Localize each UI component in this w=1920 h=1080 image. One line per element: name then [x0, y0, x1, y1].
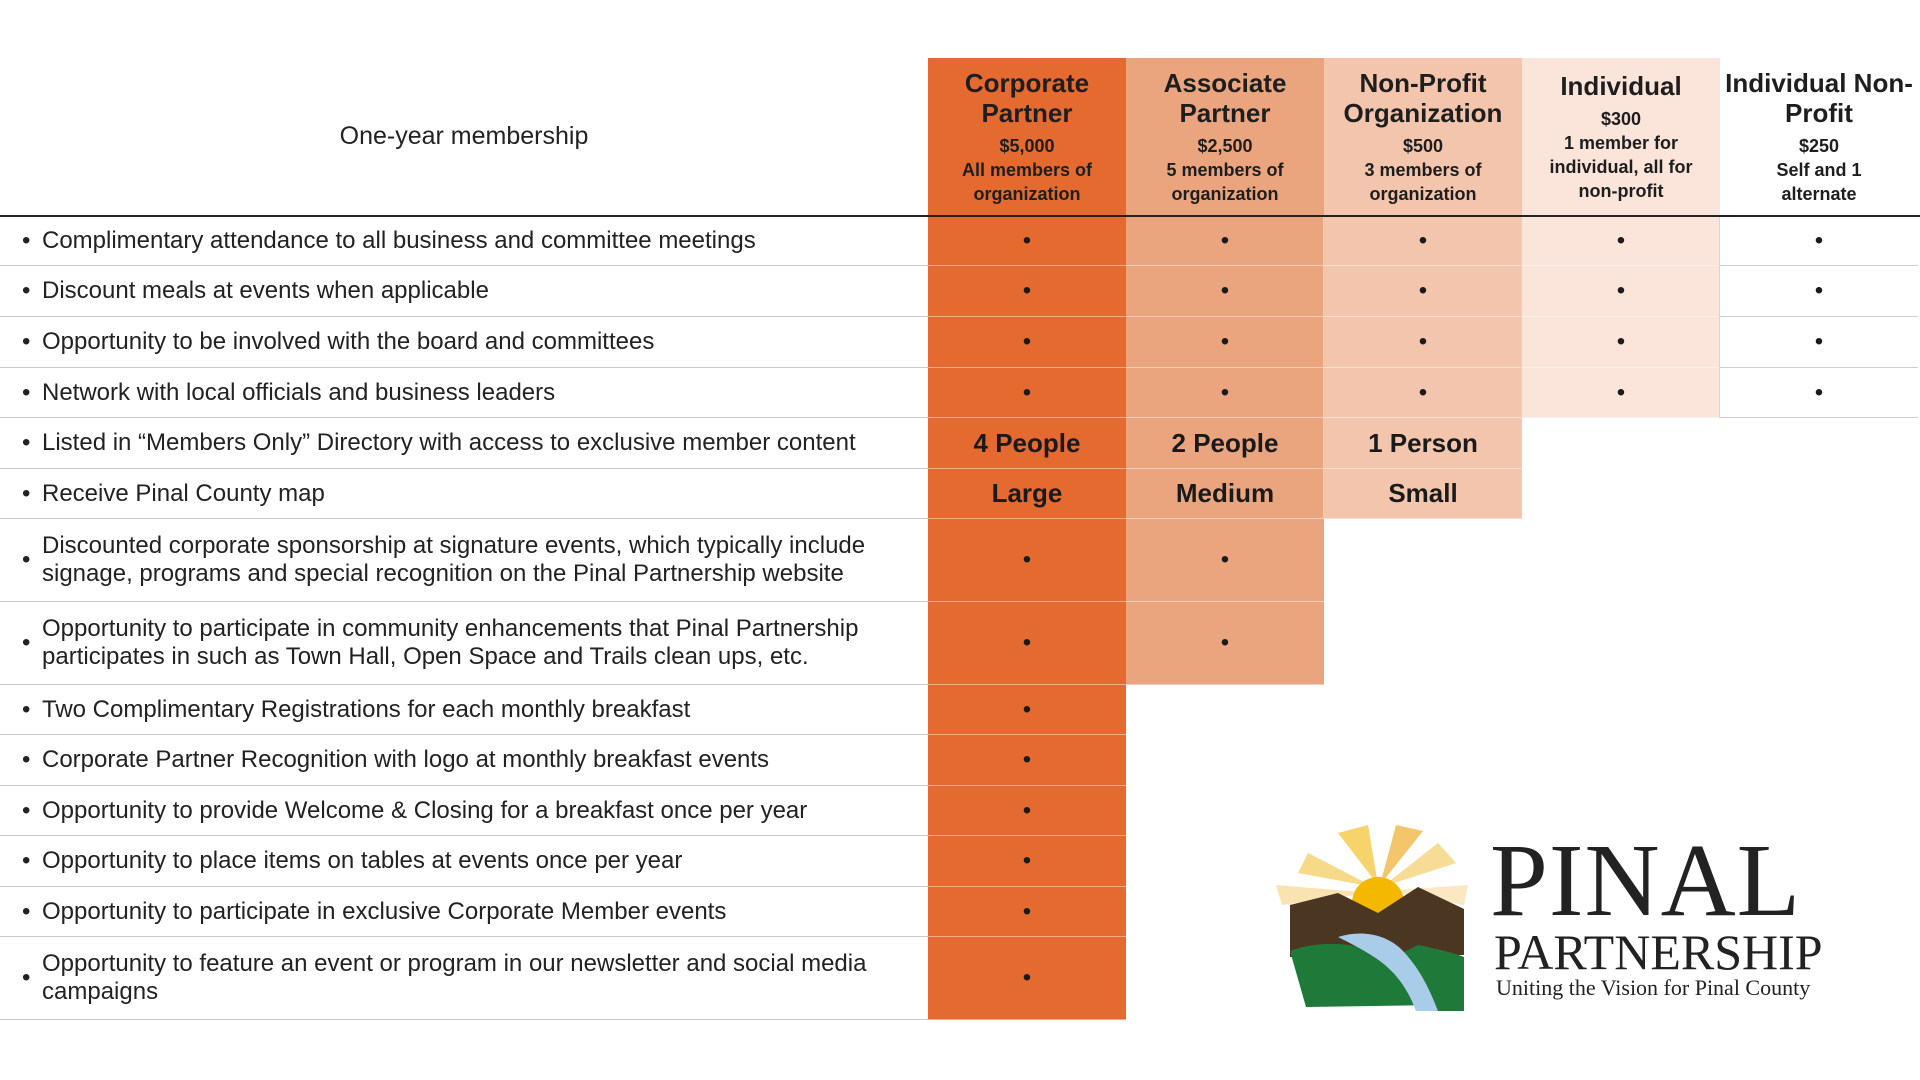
benefit-cell-corporate-partner: •: [928, 887, 1126, 937]
row-bullet: •: [22, 695, 31, 723]
benefit-row: [0, 887, 928, 937]
benefit-row: [0, 602, 928, 685]
membership-heading: One-year membership: [339, 122, 589, 150]
benefit-row: [0, 418, 928, 469]
benefit-cell-non-profit-organization: •: [1324, 368, 1522, 418]
benefit-cell-corporate-partner: •: [928, 735, 1126, 786]
benefit-cell-associate-partner: •: [1126, 368, 1324, 418]
benefit-cell-corporate-partner: •: [928, 266, 1126, 317]
benefit-cell-associate-partner: Medium: [1126, 469, 1324, 519]
benefit-label: Opportunity to place items on tables at events once per year: [42, 847, 683, 874]
benefit-cell-associate-partner: •: [1126, 519, 1324, 602]
pinal-partnership-logo: [1268, 825, 1868, 1015]
header-divider: [0, 215, 1920, 217]
benefit-cell-corporate-partner: •: [928, 937, 1126, 1020]
benefit-row: [0, 937, 928, 1020]
benefit-label: Opportunity to provide Welcome & Closing for a breakfast once per year: [42, 796, 808, 824]
benefit-cell-associate-partner: •: [1126, 266, 1324, 317]
logo-tagline: Uniting the Vision for Pinal County: [1496, 975, 1811, 1000]
tier-title: Associate Partner: [1163, 67, 1287, 128]
row-bullet: •: [22, 746, 31, 773]
row-bullet: •: [22, 897, 31, 925]
column-separator: [1521, 217, 1522, 519]
row-bullet: •: [22, 378, 31, 406]
tier-title: Non-Profit Organization: [1343, 67, 1503, 128]
tier-desc: All members of organization: [961, 159, 1093, 204]
benefit-cell-corporate-partner: •: [928, 685, 1126, 735]
benefit-label: Opportunity to feature an event or program in our newsletter and social media campaigns: [42, 950, 867, 1005]
tier-title: Individual Non-Profit: [1725, 67, 1913, 128]
benefit-cell-individual: •: [1522, 217, 1720, 266]
benefit-cell-associate-partner: •: [1126, 217, 1324, 266]
benefit-cell-corporate-partner: •: [928, 786, 1126, 836]
benefit-row: [0, 519, 928, 602]
benefit-cell-non-profit-organization: 1 Person: [1324, 418, 1522, 469]
tier-header-individual-non-profit: [1720, 58, 1918, 215]
benefit-row: [0, 836, 928, 887]
benefit-label: Opportunity to participate in exclusive Corporate Member events: [42, 897, 727, 925]
benefit-cell-individual-non-profit: •: [1720, 368, 1918, 418]
benefit-label: Two Complimentary Registrations for each monthly breakfast: [42, 695, 691, 723]
tier-title: Individual: [1560, 70, 1682, 101]
logo-name-line2: PARTNERSHIP: [1494, 924, 1823, 980]
tier-price: $500: [1402, 135, 1444, 156]
benefit-cell-non-profit-organization: Small: [1324, 469, 1522, 519]
benefit-label: Opportunity to be involved with the board and committees: [42, 328, 655, 355]
tier-header-associate-partner: [1126, 58, 1324, 215]
sunrise-landscape-icon: [1268, 825, 1493, 1015]
benefit-cell-corporate-partner: •: [928, 317, 1126, 368]
row-bullet: •: [22, 277, 31, 304]
benefit-cell-corporate-partner: 4 People: [928, 418, 1126, 469]
tier-desc: 5 members of organization: [1166, 159, 1284, 204]
benefit-cell-individual-non-profit: •: [1720, 317, 1918, 368]
benefit-label: Discount meals at events when applicable: [42, 277, 489, 304]
tier-price: $5,000: [999, 135, 1055, 156]
row-bullet: •: [22, 328, 31, 355]
benefit-cell-non-profit-organization: •: [1324, 217, 1522, 266]
benefit-label: Opportunity to participate in community enhancements that Pinal Partnership participates in such as Town Hall, Open Space and Trails clean ups, etc.: [42, 615, 859, 670]
benefit-row: [0, 685, 928, 735]
tier-price: $250: [1798, 135, 1840, 156]
benefit-row: [0, 317, 928, 368]
row-bullet: •: [22, 546, 31, 573]
benefit-label: Discounted corporate sponsorship at signature events, which typically include signage, programs and special recognition on the Pinal Partnership website: [42, 532, 866, 587]
row-bullet: •: [22, 847, 31, 874]
benefit-cell-corporate-partner: •: [928, 519, 1126, 602]
benefit-label: Corporate Partner Recognition with logo at monthly breakfast events: [42, 746, 770, 773]
benefit-row: [0, 368, 928, 418]
tier-header-corporate-partner: [928, 58, 1126, 215]
row-bullet: •: [22, 227, 31, 254]
benefit-cell-individual: •: [1522, 317, 1720, 368]
tier-title: Corporate Partner: [964, 67, 1090, 128]
tier-price: $2,500: [1197, 135, 1253, 156]
row-bullet: •: [22, 479, 31, 507]
benefit-cell-individual-non-profit: •: [1720, 217, 1918, 266]
benefit-row: [0, 786, 928, 836]
column-separator: [1323, 217, 1324, 519]
benefit-label: Complimentary attendance to all business and committee meetings: [42, 227, 756, 254]
benefit-cell-non-profit-organization: •: [1324, 266, 1522, 317]
benefit-row: [0, 266, 928, 317]
row-bullet: •: [22, 629, 31, 656]
benefit-cell-individual: •: [1522, 368, 1720, 418]
row-bullet: •: [22, 429, 31, 456]
tier-desc: Self and 1 alternate: [1776, 159, 1862, 204]
benefit-row: [0, 735, 928, 786]
tier-desc: 3 members of organization: [1364, 159, 1482, 204]
benefit-cell-non-profit-organization: •: [1324, 317, 1522, 368]
row-bullet: •: [22, 964, 31, 991]
benefit-cell-corporate-partner: •: [928, 836, 1126, 887]
benefit-cell-corporate-partner: •: [928, 368, 1126, 418]
benefit-label: Receive Pinal County map: [42, 479, 325, 507]
benefit-row: [0, 469, 928, 519]
benefit-cell-corporate-partner: Large: [928, 469, 1126, 519]
benefit-label: Network with local officials and business leaders: [42, 378, 556, 406]
tier-price: $300: [1600, 108, 1642, 129]
tier-header-individual: [1522, 58, 1720, 215]
tier-header-non-profit-organization: [1324, 58, 1522, 215]
benefit-cell-individual-non-profit: •: [1720, 266, 1918, 317]
benefit-cell-individual: •: [1522, 266, 1720, 317]
logo-name-line1: PINAL: [1490, 823, 1802, 938]
benefit-cell-associate-partner: •: [1126, 602, 1324, 685]
tier-desc: 1 member for individual, all for non-profit: [1549, 132, 1693, 201]
benefit-row: [0, 217, 928, 266]
benefit-cell-corporate-partner: •: [928, 602, 1126, 685]
column-separator: [1719, 217, 1720, 418]
benefit-label: Listed in “Members Only” Directory with access to exclusive member content: [42, 429, 856, 456]
benefit-cell-corporate-partner: •: [928, 217, 1126, 266]
benefit-cell-associate-partner: •: [1126, 317, 1324, 368]
benefit-cell-associate-partner: 2 People: [1126, 418, 1324, 469]
row-bullet: •: [22, 796, 31, 824]
